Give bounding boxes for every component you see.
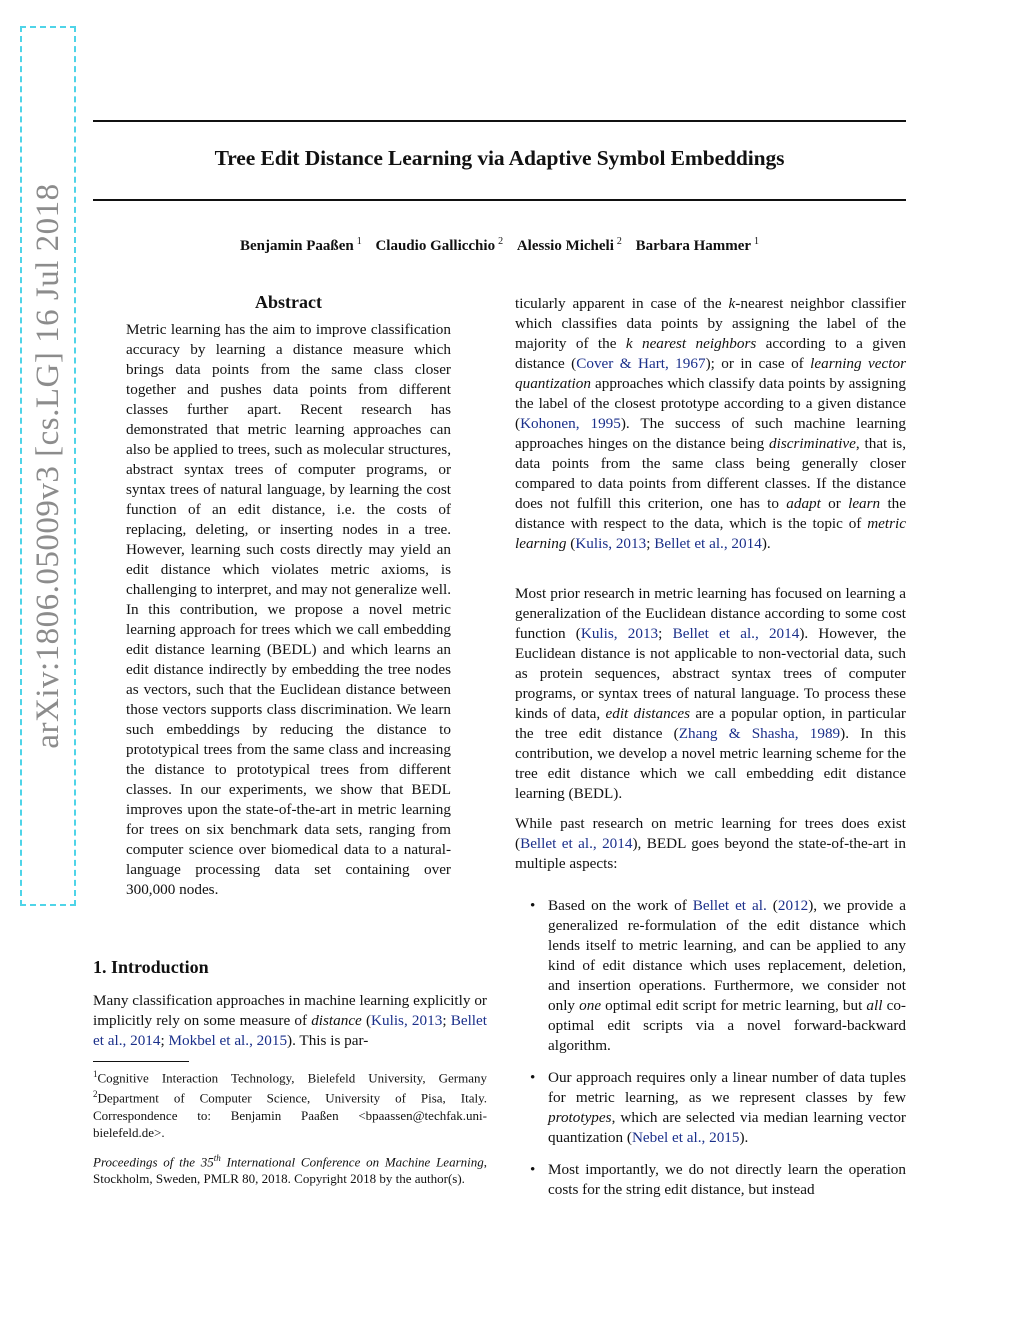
bullet-icon: • [530, 1069, 536, 1086]
text-run: approaches which classify data points by assigning the label of the closest prototype according to a given distance ( [515, 375, 906, 432]
text-run: according to a given distance ( [515, 335, 906, 372]
body-paragraph [515, 294, 906, 554]
text-run: ), BEDL goes beyond the state-of-the-art in multiple aspects: [515, 835, 906, 872]
list-item-text [548, 1068, 906, 1148]
author-affiliation: 2 [616, 236, 622, 247]
author-name: Claudio Gallicchio [375, 238, 496, 254]
footnote-marker: 1 [93, 1069, 98, 1079]
citation-link[interactable]: Bellet et al. [692, 897, 767, 914]
author-name: Alessio Micheli [516, 238, 614, 254]
citation-link[interactable]: Bellet et al., 2014 [520, 835, 633, 852]
text-run: the distance with respect to the data, which is the topic of [515, 495, 906, 532]
bullet-icon: • [530, 1161, 536, 1178]
text-run: or [820, 495, 849, 512]
emphasis: metric learning [515, 515, 906, 552]
text-run: Cognitive Interaction Technology, Bielefeld University, Germany [97, 1070, 487, 1086]
list-item-text [548, 1160, 906, 1200]
text-run: ). This is par- [287, 1032, 369, 1049]
text-run: ). [761, 535, 771, 552]
text-run: co-optimal edit scripts via a novel forward-backward algorithm. [548, 997, 906, 1054]
text-run: ). In this contribution, we develop a novel metric learning scheme for the tree edit distance which we call embedding edit distance learning (BEDL). [515, 725, 906, 802]
footnote-divider [93, 1061, 189, 1062]
text-run: ( [361, 1012, 372, 1029]
text-run: While past research on metric learning for trees does exist ( [515, 815, 906, 852]
author-list [93, 236, 906, 255]
citation-link[interactable]: 2012 [777, 897, 809, 914]
citation-link[interactable]: Cover & Hart, 1967 [576, 355, 706, 372]
affiliation-footnote [93, 1066, 487, 1141]
text-run: Most importantly, we do not directly learn the operation costs for the string edit distance, but instead [548, 1161, 906, 1198]
text-run: ; [646, 535, 655, 552]
bullet-icon: • [530, 897, 536, 914]
abstract-heading: Abstract [255, 292, 322, 312]
body-paragraph [515, 584, 906, 804]
emphasis: distance [311, 1012, 362, 1029]
citation-link[interactable]: Bellet et al., 2014 [93, 1012, 487, 1049]
citation-link[interactable]: Nebel et al., 2015 [631, 1129, 740, 1146]
arxiv-id-text: arXiv:1806.05009v3 [cs.LG] 16 Jul 2018 [29, 183, 66, 749]
text-run: Most prior research in metric learning has focused on learning a generalization of the Euclidean distance according to some cost function ( [515, 585, 906, 642]
text-run: , that is, data points from the same class being generally closer compared to data points from different classes. If the distance does not fulfill this criterion, one has to [515, 435, 907, 512]
emphasis: adapt [786, 495, 821, 512]
emphasis: International Conference on Machine Learning [220, 1154, 484, 1170]
citation-link[interactable]: Kulis, 2013 [371, 1012, 443, 1029]
text-run: ). However, the Euclidean distance is not applicable to non-vectorial data, such as protein sequences, abstract syntax trees of computer programs, or syntax trees of natural language. To process these kinds of data, [515, 625, 906, 722]
text-run: ). [739, 1129, 749, 1146]
body-paragraph [515, 814, 906, 874]
text-run: ). The success of such machine learning approaches hinges on the distance being [515, 415, 906, 452]
proceedings-note [93, 1150, 487, 1187]
footnote-marker: 2 [93, 1089, 98, 1100]
text-run: , which are selected via median learning vector quantization ( [548, 1109, 906, 1146]
author-name: Benjamin Paaßen [239, 238, 354, 254]
text-run: optimal edit script for metric learning, but [601, 997, 867, 1014]
emphasis: learn [848, 495, 881, 512]
citation-link[interactable]: Zhang & Shasha, 1989 [678, 725, 841, 742]
text-run: Department of Computer Science, University of Pisa, Italy. Correspondence to: Benjamin Paaßen <bpaassen@techfak.uni-bielefeld.de>. [93, 1090, 487, 1140]
text-run: -nearest neighbor classifier which classifies data points by assigning the label of the majority of the [515, 295, 906, 352]
author [240, 238, 362, 254]
author-affiliation: 1 [356, 236, 362, 247]
superscript: th [213, 1153, 221, 1163]
citation-link[interactable]: Bellet et al., 2014 [654, 535, 762, 552]
emphasis: k nearest neighbors [625, 335, 757, 352]
author [636, 238, 759, 254]
citation-link[interactable]: Bellet et al., 2014 [672, 625, 800, 642]
emphasis: learning vector quantization [515, 355, 906, 392]
emphasis: one [579, 997, 602, 1014]
emphasis: Proceedings of the 35 [93, 1154, 214, 1170]
citation-link[interactable]: Kulis, 2013 [575, 535, 647, 552]
text-run: , Stockholm, Sweden, PMLR 80, 2018. Copyright 2018 by the author(s). [93, 1154, 487, 1187]
math-symbol: k [728, 295, 736, 312]
text-run: ( [766, 897, 778, 914]
arxiv-identifier-stamp [20, 26, 76, 906]
intro-paragraph [93, 991, 487, 1051]
citation-link[interactable]: Kulis, 2013 [580, 625, 659, 642]
emphasis: prototypes [548, 1109, 612, 1126]
author [375, 238, 503, 254]
emphasis: edit distances [605, 705, 691, 722]
text-run: ( [566, 535, 576, 552]
text-run: Many classification approaches in machine learning explicitly or implicitly rely on some measure of [93, 992, 487, 1029]
contribution-list-item [515, 1160, 906, 1200]
text-run: Our approach requires only a linear number of data tuples for metric learning, as we represent classes by few [548, 1069, 906, 1106]
text-run: ticularly apparent in case of the [515, 295, 729, 312]
citation-link[interactable]: Mokbel et al., 2015 [168, 1032, 288, 1049]
author-name: Barbara Hammer [635, 238, 752, 254]
contribution-list-item [515, 1068, 906, 1148]
text-run: ; [658, 625, 673, 642]
text-run: are a popular option, in particular the tree edit distance ( [515, 705, 906, 742]
text-run: Based on the work of [548, 897, 693, 914]
citation-link[interactable]: Kohonen, 1995 [520, 415, 621, 432]
text-run: ; [442, 1012, 451, 1029]
emphasis: all [866, 997, 883, 1014]
section-heading-introduction: 1. Introduction [93, 957, 209, 977]
text-run: ); or in case of [705, 355, 811, 372]
abstract-text: Metric learning has the aim to improve classification accuracy by learning a distance measure which brings data points from the same class closer together and pushes data points from different classes further apart. Recent research has demonstrated that metric learning approaches can also be applied to trees, such as molecular structures, abstract syntax trees of computer programs, or syntax trees of natural language, by learning the cost function of an edit distance, i.e. the costs of replacing, deleting, or inserting nodes in a tree. However, learning such costs directly may yield an edit distance which violates metric axioms, is challenging to interpret, and may not generalize well. In this contribution, we propose a novel metric learning approach for trees which we call embedding edit distance learning (BEDL) and which learns an edit distance indirectly by embedding the tree nodes as vectors, such that the Euclidean distance between those vectors supports class discrimination. We learn such embeddings by reducing the distance to prototypical trees from the same class and increasing the distance to prototypical trees from different classes. In our experiments, we show that BEDL improves upon the state-of-the-art in metric learning for trees on six benchmark data sets, ranging from computer science over biomedical data to a natural-language processing data set containing over 300,000 nodes. [126, 321, 451, 898]
emphasis: discriminative [769, 435, 856, 452]
author-affiliation: 2 [498, 236, 504, 247]
contribution-list-item [515, 896, 906, 1056]
list-item-text [548, 896, 906, 1056]
text-run: ), we provide a generalized re-formulation of the edit distance which lends itself to metric learning, and can be applied to any kind of edit distance which uses replacement, deletion, and insertion operations. Furthermore, we consider not only [548, 897, 906, 1014]
author [517, 238, 622, 254]
title-rule-bottom [93, 199, 906, 201]
author-affiliation: 1 [754, 236, 760, 247]
text-run: ; [160, 1032, 169, 1049]
paper-title: Tree Edit Distance Learning via Adaptive Symbol Embeddings [214, 146, 785, 170]
title-rule-top [93, 120, 906, 122]
